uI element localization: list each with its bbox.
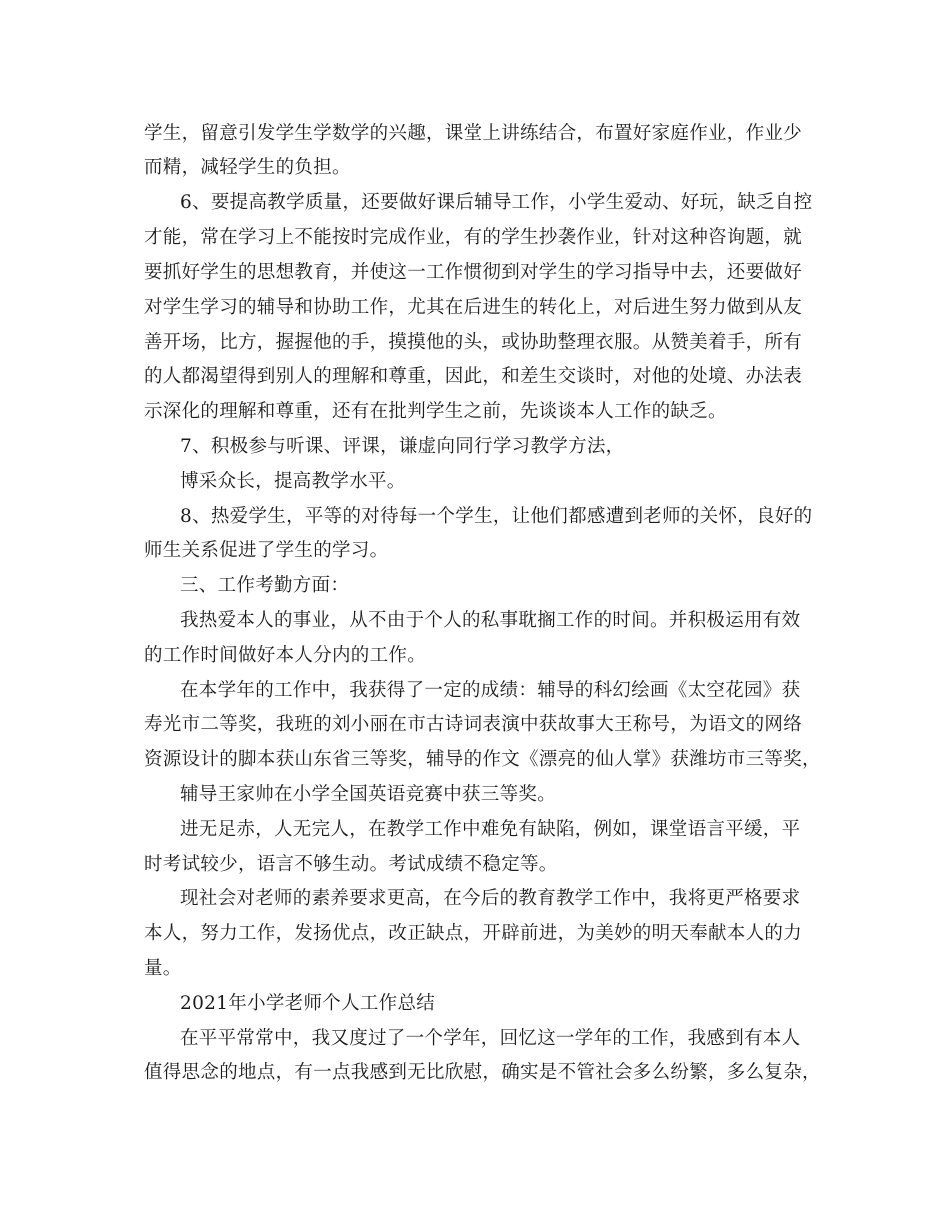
text-line: 博采众长，提高教学水平。 (180, 471, 406, 492)
text-line: 时考试较少，语言不够生动。考试成绩不稳定等。 (144, 854, 558, 875)
paragraph-7-start: 7、积极参与听课、评课，谦虚向同行学习教学方法， (180, 436, 625, 457)
text-line: 我热爱本人的事业，从不由于个人的私事耽搁工作的时间。并积极运用有效 (180, 610, 801, 631)
text-line: 在平平常常中，我又度过了一个学年，回忆这一学年的工作，我感到有本人 (180, 1028, 801, 1049)
text-line: 示深化的理解和尊重，还有在批判学生之前，先谈谈本人工作的缺乏。 (144, 401, 727, 422)
text-line: 的工作时间做好本人分内的工作。 (144, 645, 427, 666)
text-line: 在本学年的工作中，我获得了一定的成绩：辅导的科幻绘画《太空花园》获 (180, 680, 801, 701)
text-line: 寿光市二等奖，我班的刘小丽在市古诗词表演中获故事大王称号，为语文的网络 (144, 714, 803, 735)
section-heading: 三、工作考勤方面： (180, 575, 350, 596)
text-line: 本人，努力工作，发扬优点，改正缺点，开辟前进，为美妙的明天奉献本人的力 (144, 923, 803, 944)
text-line: 量。 (144, 958, 182, 979)
text-line: 辅导王家帅在小学全国英语竞赛中获三等奖。 (180, 784, 557, 805)
paragraph-8-start: 8、热爱学生，平等的对待每一个学生，让他们都感遭到老师的关怀，良好的 (180, 506, 813, 527)
document-title: 2021年小学老师个人工作总结 (180, 993, 436, 1014)
text-line: 师生关系促进了学生的学习。 (144, 540, 389, 561)
text-line: 而精，减轻学生的负担。 (144, 157, 351, 178)
text-line: 学生，留意引发学生学数学的兴趣，课堂上讲练结合，布置好家庭作业，作业少 (144, 123, 803, 144)
text-line: 资源设计的脚本获山东省三等奖，辅导的作文《漂亮的仙人掌》获潍坊市三等奖， (144, 749, 821, 770)
text-line: 现社会对老师的素养要求更高，在今后的教育教学工作中，我将更严格要求 (180, 888, 801, 909)
text-line: 值得思念的地点，有一点我感到无比欣慰，确实是不管社会多么纷繁，多么复杂， (144, 1062, 821, 1083)
text-line: 进无足赤，人无完人，在教学工作中难免有缺陷，例如，课堂语言平缓，平 (180, 819, 801, 840)
paragraph-6-start: 6、要提高教学质量，还要做好课后辅导工作，小学生爱动、好玩，缺乏自控 (180, 192, 813, 213)
text-line: 才能，常在学习上不能按时完成作业，有的学生抄袭作业，针对这种咨询题，就 (144, 227, 803, 248)
text-line: 的人都渴望得到别人的理解和尊重，因此，和差生交谈时，对他的处境、办法表 (144, 366, 803, 387)
text-line: 要抓好学生的思想教育，并使这一工作惯彻到对学生的学习指导中去，还要做好 (144, 262, 803, 283)
text-line: 对学生学习的辅导和协助工作，尤其在后进生的转化上，对后进生努力做到从友 (144, 297, 803, 318)
text-line: 善开场，比方，握握他的手，摸摸他的头，或协助整理衣服。从赞美着手，所有 (144, 332, 803, 353)
